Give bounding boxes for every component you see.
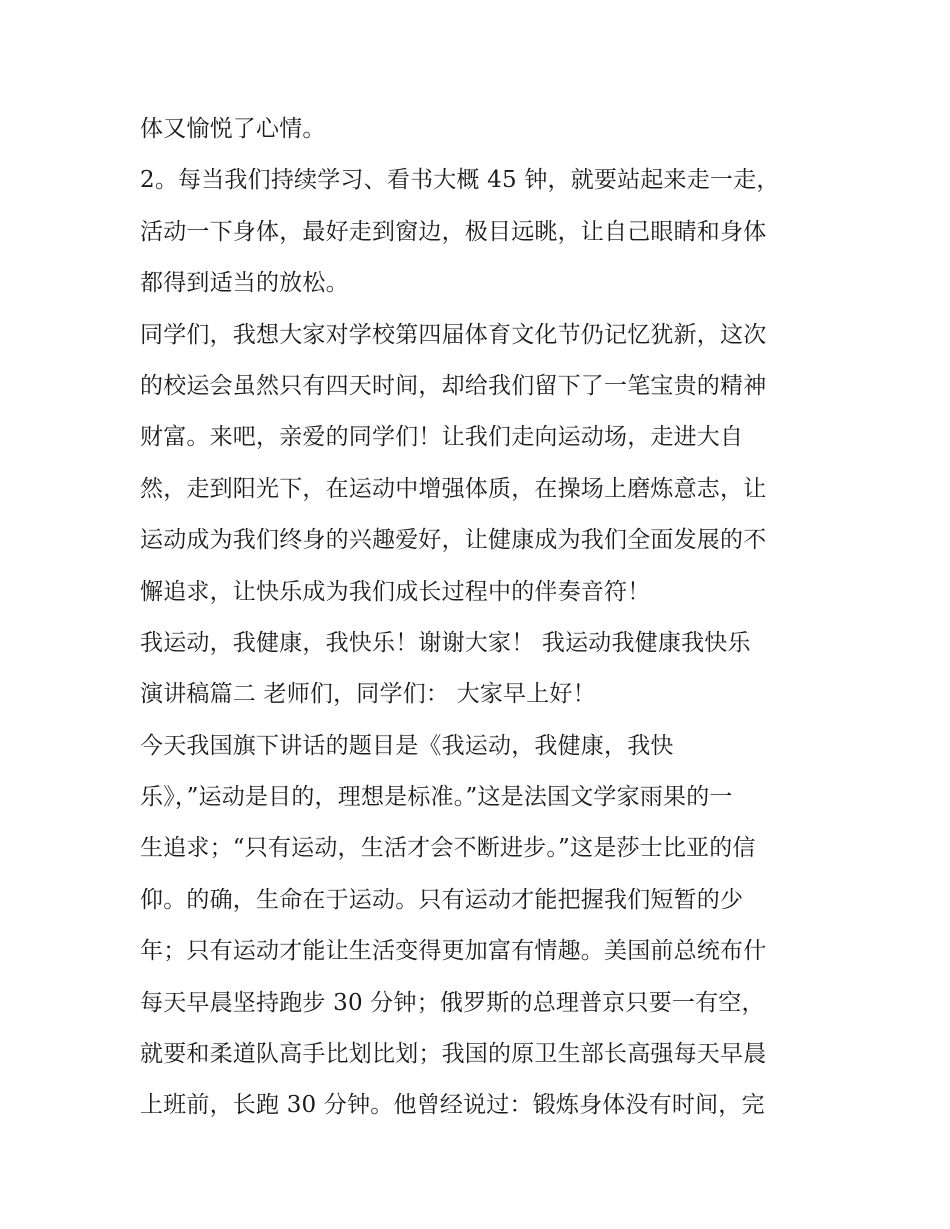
text-line: 懈追求，让快乐成为我们成长过程中的伴奏音符！ (140, 578, 651, 605)
body-text (140, 104, 830, 1132)
text-line: 今天我国旗下讲话的题目是《我运动，我健康，我快 (140, 732, 674, 759)
text-line: 2。每当我们持续学习、看书大概 45 钟，就要站起来走一走， (140, 167, 780, 194)
text-line: 同学们，我想大家对学校第四届体育文化节仍记忆犹新，这次 (140, 321, 767, 348)
text-line: 乐》，”运动是目的，理想是标准。”这是法国文学家雨果的一 (140, 784, 733, 811)
text-line: 的校运会虽然只有四天时间，却给我们留下了一笔宝贵的精神 (140, 372, 767, 399)
text-line: 活动一下身体，最好走到窗边，极目远眺，让自己眼睛和身体 (140, 218, 767, 245)
text-line: 演讲稿篇二 老师们，同学们： 大家早上好！ (140, 681, 596, 708)
text-line: 上班前，长跑 30 分钟。他曾经说过：锻炼身体没有时间，完 (140, 1092, 765, 1119)
text-line: 年；只有运动才能让生活变得更加富有情趣。美国前总统布什 (140, 938, 767, 965)
text-line: 财富。来吧，亲爱的同学们！让我们走向运动场，走进大自 (140, 424, 744, 451)
text-line: 每天早晨坚持跑步 30 分钟；俄罗斯的总理普京只要一有空， (140, 989, 765, 1016)
text-line: 就要和柔道队高手比划比划；我国的原卫生部长高强每天早晨 (140, 1041, 767, 1068)
text-line: 然，走到阳光下，在运动中增强体质，在操场上磨炼意志，让 (140, 475, 767, 502)
text-line: 体又愉悦了心情。 (140, 116, 326, 142)
text-line: 都得到适当的放松。 (140, 270, 349, 297)
text-line: 生追求；“只有运动，生活才会不断进步。”这是莎士比亚的信 (140, 835, 756, 862)
text-line: 我运动，我健康，我快乐！谢谢大家！ 我运动我健康我快乐 (140, 629, 751, 656)
text-line: 仰。的确，生命在于运动。只有运动才能把握我们短暂的少 (140, 886, 744, 913)
text-line: 运动成为我们终身的兴趣爱好，让健康成为我们全面发展的不 (140, 527, 767, 554)
